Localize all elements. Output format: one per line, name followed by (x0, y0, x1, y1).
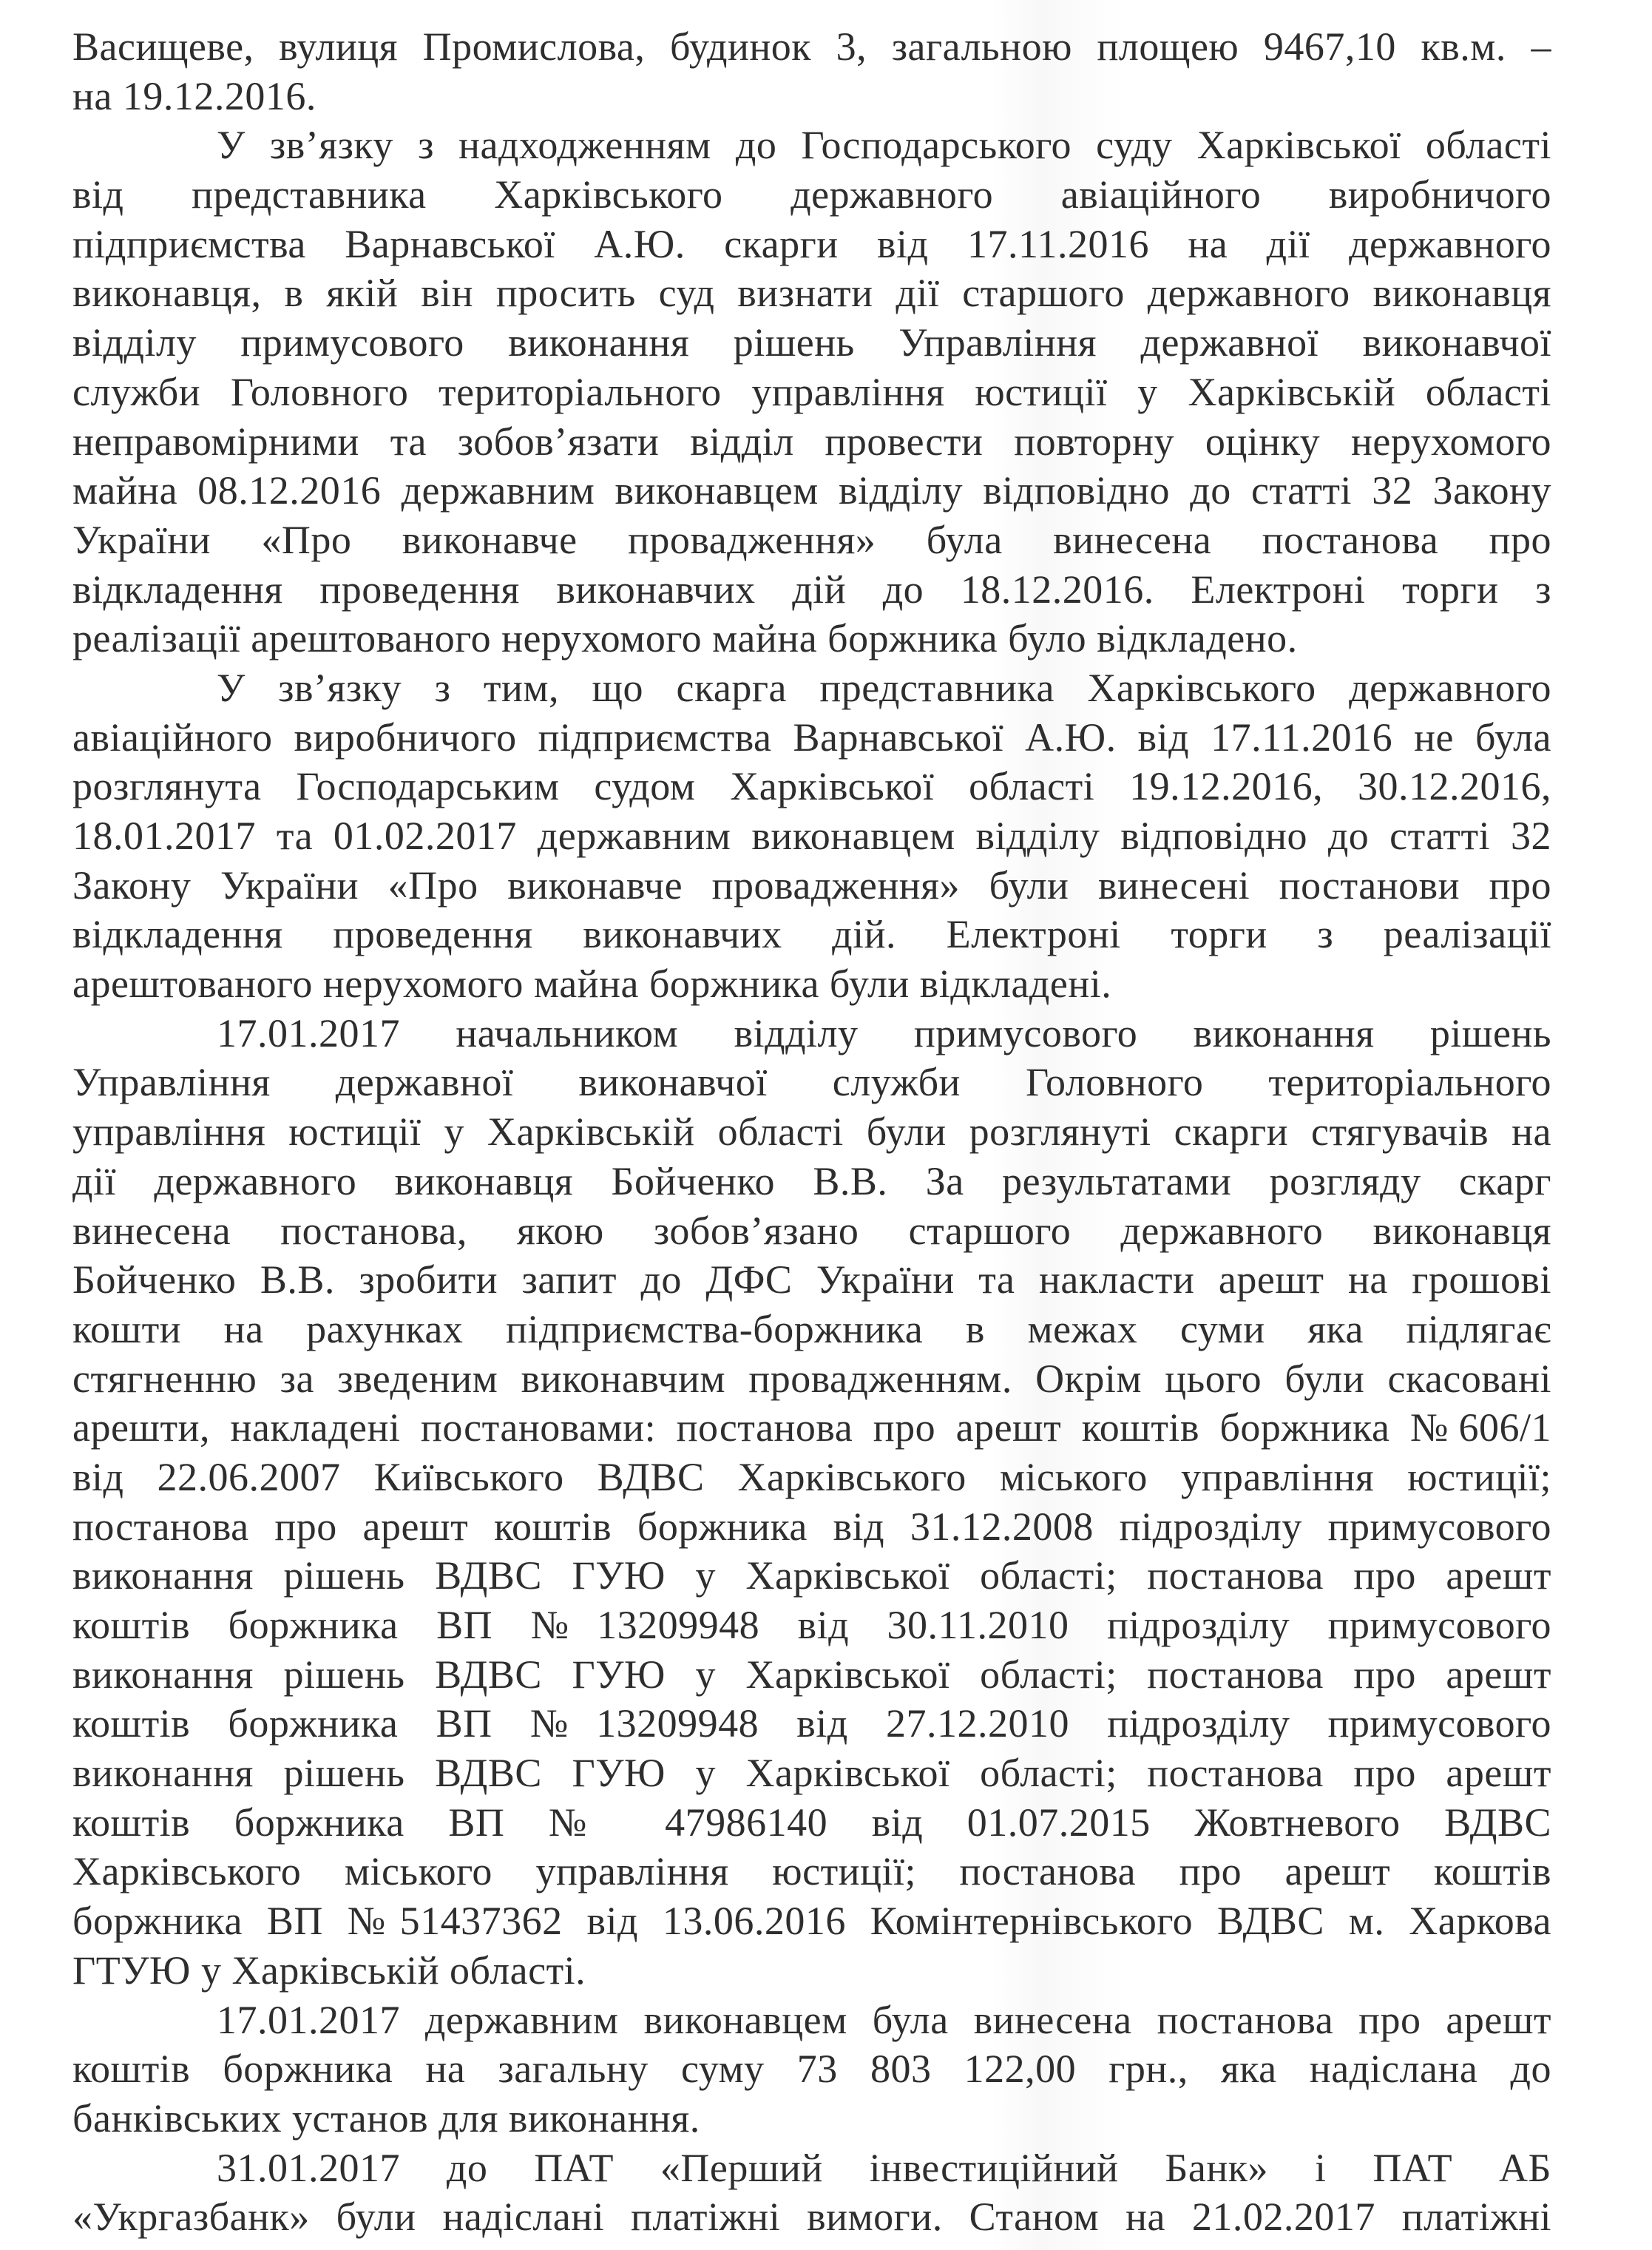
text-line: управління юстиції у Харківській області були розглянуті скарги стягувачів на (72, 1109, 1551, 1155)
text-line: 18.01.2017 та 01.02.2017 державним виконавцем відділу відповідно до статті 32 (72, 814, 1551, 858)
paragraph (72, 1009, 1551, 1996)
text-line: ГТУЮ у Харківській області. (72, 1947, 586, 1993)
text-line: неправомірними та зобов’язати відділ провести повторну оцінку нерухомого (72, 419, 1551, 464)
paragraph (72, 121, 1551, 663)
text-line: арешти, накладені постановами: постанова про арешт коштів боржника №606/1 (72, 1405, 1551, 1450)
text-line: стягненню за зведеним виконавчим провадженням. Окрім цього були скасовані (72, 1356, 1551, 1401)
text-line: У зв’язку з тим, що скарга представника Харківського державного (217, 665, 1551, 710)
text-line: 31.01.2017 до ПАТ «Перший інвестиційний Банк» і ПАТ АБ (217, 2145, 1551, 2190)
text-line: коштів боржника на загальну суму 73 803 122,00 грн., яка надіслана до (72, 2047, 1551, 2092)
text-line: майна 08.12.2016 державним виконавцем відділу відповідно до статті 32 Закону (72, 468, 1551, 513)
text-line: Закону України «Про виконавче провадження» були винесені постанови про (72, 862, 1551, 908)
text-line: Бойченко В.В. зробити запит до ДФС України та накласти арешт на грошові (72, 1257, 1551, 1303)
text-line: 17.01.2017 державним виконавцем була винесена постанова про арешт (217, 1997, 1551, 2042)
text-line: постанова про арешт коштів боржника від 31.12.2008 підрозділу примусового (72, 1504, 1551, 1549)
text-line: України «Про виконавче провадження» була винесена постанова про (72, 517, 1551, 562)
text-line: виконання рішень ВДВС ГУЮ у Харківської області; постанова про арешт (72, 1553, 1551, 1598)
text-line: банківських установ для виконання. (72, 2095, 700, 2141)
text-line: кошти на рахунках підприємства-боржника в межах суми яка підлягає (72, 1306, 1551, 1351)
document-body (72, 22, 1551, 2242)
text-line: підприємства Варнавської А.Ю. скарги від 17.11.2016 на дії державного (72, 221, 1551, 266)
text-line: 17.01.2017 начальником відділу примусового виконання рішень (217, 1010, 1551, 1055)
paragraph (72, 1996, 1551, 2143)
text-line: Харківського міського управління юстиції; постанова про арешт коштів (72, 1849, 1551, 1894)
text-line: дії державного виконавця Бойченко В.В. За результатами розгляду скарг (72, 1158, 1551, 1203)
text-line: боржника ВП №51437362 від 13.06.2016 Комінтернівського ВДВС м. Харкова (72, 1899, 1551, 1944)
text-line: на 19.12.2016. (72, 73, 316, 118)
paragraph (72, 2143, 1551, 2242)
text-line: винесена постанова, якою зобов’язано старшого державного виконавця (72, 1208, 1551, 1253)
text-line: розглянута Господарським судом Харківської області 19.12.2016, 30.12.2016, (72, 764, 1551, 809)
text-line: виконання рішень ВДВС ГУЮ у Харківської області; постанова про арешт (72, 1652, 1551, 1697)
text-line: коштів боржника ВП № 47986140 від 01.07.2015 Жовтневого ВДВС (72, 1800, 1551, 1845)
text-line: реалізації арештованого нерухомого майна боржника було відкладено. (72, 616, 1298, 661)
text-line: коштів боржника ВП №13209948 від 30.11.2010 підрозділу примусового (72, 1603, 1551, 1647)
text-line: У зв’язку з надходженням до Господарського суду Харківської області (217, 123, 1551, 168)
text-line: виконання рішень ВДВС ГУЮ у Харківської області; постанова про арешт (72, 1751, 1551, 1796)
text-line: служби Головного територіального управління юстиції у Харківській області (72, 369, 1551, 414)
paragraph (72, 22, 1551, 121)
text-line: авіаційного виробничого підприємства Варнавської А.Ю. від 17.11.2016 не була (72, 714, 1551, 760)
text-line: відділу примусового виконання рішень Управління державної виконавчої (72, 320, 1551, 365)
text-line: арештованого нерухомого майна боржника були відкладені. (72, 962, 1112, 1007)
text-line: відкладення проведення виконавчих дій до 18.12.2016. Електроні торги з (72, 567, 1551, 612)
text-line: «Укргазбанк» були надіслані платіжні вимоги. Станом на 21.02.2017 платіжні (72, 2195, 1551, 2240)
paragraph (72, 663, 1551, 1009)
text-line: Управління державної виконавчої служби Головного територіального (72, 1060, 1551, 1105)
text-line: коштів боржника ВП №13209948 від 27.12.2010 підрозділу примусового (72, 1701, 1551, 1746)
text-line: відкладення проведення виконавчих дій. Електроні торги з реалізації (72, 912, 1551, 957)
text-line: від 22.06.2007 Київського ВДВС Харківського міського управління юстиції; (72, 1454, 1551, 1499)
text-line: виконавця, в якій він просить суд визнати дії старшого державного виконавця (72, 271, 1551, 316)
text-line: від представника Харківського державного авіаційного виробничого (72, 172, 1551, 217)
text-line: Васищеве, вулиця Промислова, будинок 3, загальною площею 9467,10 кв.м. – (72, 24, 1551, 69)
